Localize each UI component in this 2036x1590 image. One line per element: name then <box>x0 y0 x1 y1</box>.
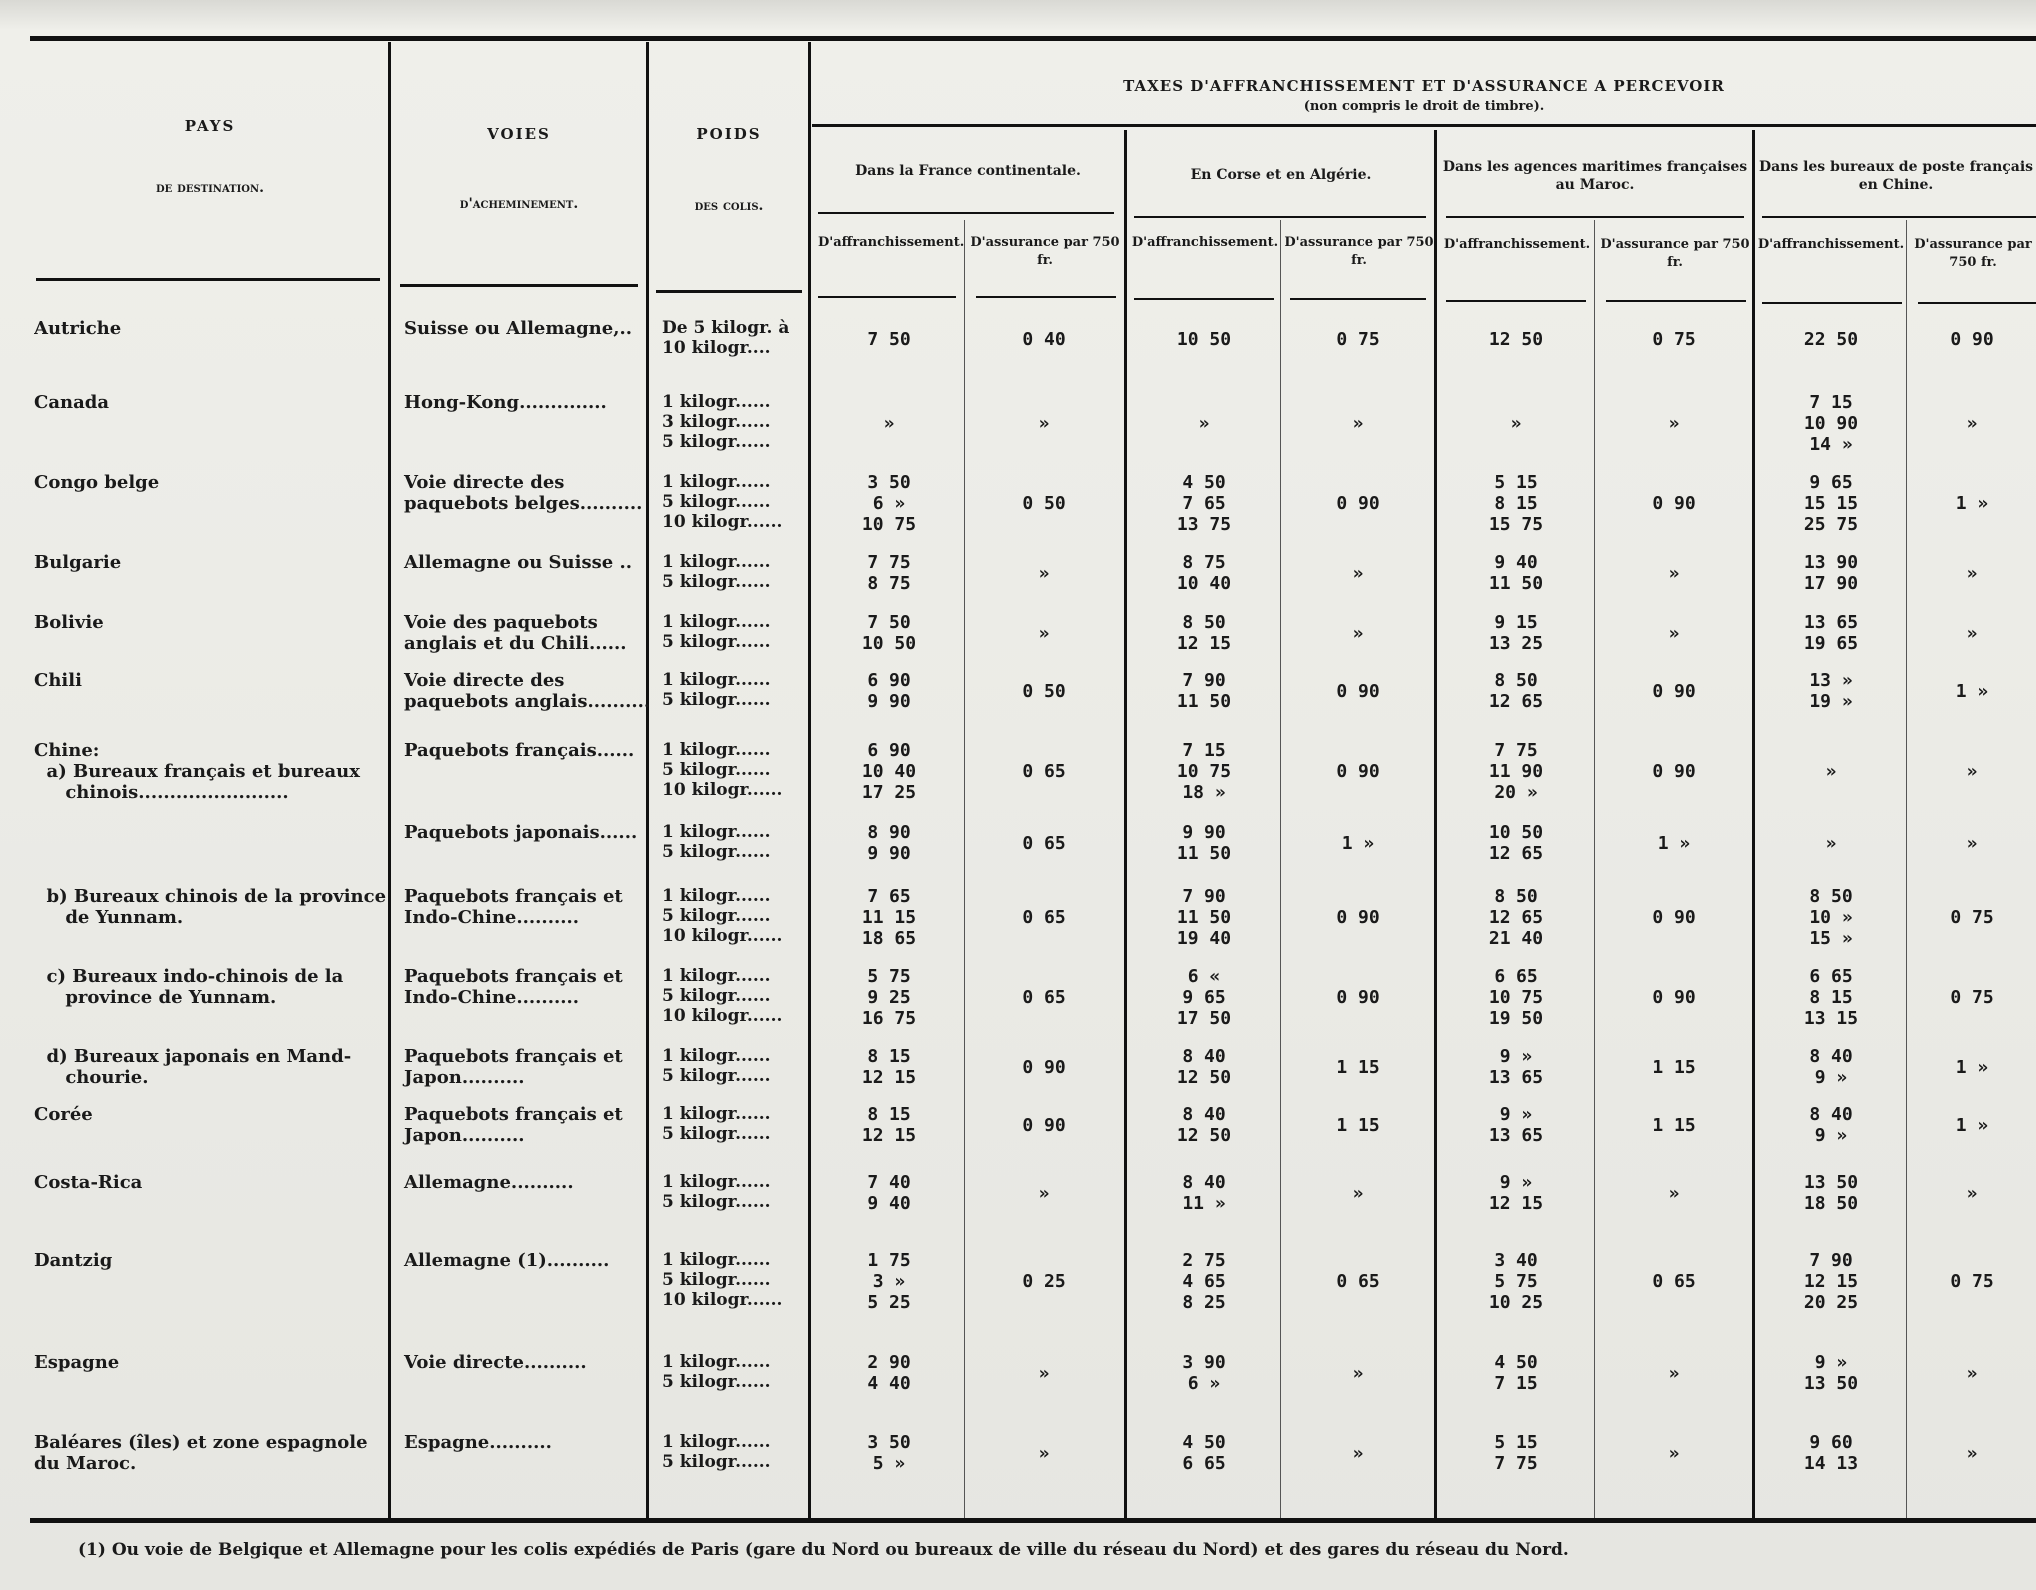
cell-ch-ass: 0 75 <box>1950 1271 1994 1292</box>
cell-f-ass: » <box>1038 563 1050 584</box>
taxes-title: TAXES D'AFFRANCHISSEMENT ET D'ASSURANCE A PERCEVOIR <box>1123 77 1725 95</box>
cell-route: Voie directe.......... <box>404 1352 587 1373</box>
sub-aff-maroc: D'affranchissement. <box>1443 237 1591 252</box>
cell-c-aff: 8 40 12 50 <box>1176 1046 1232 1088</box>
cell-m-ass: 0 90 <box>1652 987 1696 1008</box>
cell-country: c) Bureaux indo-chinois de la province de Yunnam. <box>46 966 344 1008</box>
cell-m-aff: 9 » 13 65 <box>1488 1104 1544 1146</box>
cell-weights: 1 kilogr...... 5 kilogr...... <box>662 1172 771 1212</box>
col-rule <box>646 42 649 1518</box>
voies-header <box>392 124 646 214</box>
taxes-subtitle: (non compris le droit de timbre). <box>1303 99 1545 114</box>
cell-c-ass: 0 90 <box>1336 907 1380 928</box>
cell-route: Paquebots japonais...... <box>404 822 638 843</box>
cell-country: Autriche <box>34 318 122 339</box>
cell-c-ass: 1 15 <box>1336 1057 1380 1078</box>
cell-c-aff: 4 50 6 65 <box>1182 1432 1226 1474</box>
cell-route: Voie des paquebots anglais et du Chili...... <box>404 612 627 654</box>
cell-ch-ass: » <box>1966 413 1978 434</box>
pays-subtitle: de destination. <box>156 180 264 196</box>
cell-f-ass: 0 50 <box>1022 493 1066 514</box>
cell-m-aff: 5 15 8 15 15 75 <box>1488 472 1544 535</box>
group-chine: Dans les bureaux de poste français en Chine. <box>1758 159 2034 193</box>
header-underline <box>1134 216 1426 218</box>
cell-m-aff: 8 50 12 65 21 40 <box>1488 886 1544 949</box>
cell-country: Dantzig <box>34 1250 113 1271</box>
cell-m-ass: » <box>1668 1363 1680 1384</box>
cell-f-ass: » <box>1038 1183 1050 1204</box>
cell-f-aff: 6 90 9 90 <box>867 670 911 712</box>
cell-f-aff: 8 15 12 15 <box>861 1104 917 1146</box>
cell-m-ass: 1 15 <box>1652 1115 1696 1136</box>
sub-aff-france: D'affranchissement. <box>818 235 965 250</box>
cell-country: Chili <box>34 670 82 691</box>
cell-m-ass: 0 90 <box>1652 681 1696 702</box>
group-france: Dans la France continentale. <box>855 163 1081 179</box>
cell-f-ass: » <box>1038 413 1050 434</box>
cell-ch-ass: 1 » <box>1955 1057 1989 1078</box>
header-underline <box>1446 300 1586 302</box>
cell-c-aff: 8 40 11 » <box>1182 1172 1226 1214</box>
cell-m-ass: » <box>1668 563 1680 584</box>
cell-weights: 1 kilogr...... 5 kilogr...... 10 kilogr...... <box>662 740 783 800</box>
cell-route: Allemagne.......... <box>404 1172 574 1193</box>
cell-ch-aff: 6 65 8 15 13 15 <box>1803 966 1859 1029</box>
cell-country: Bulgarie <box>34 552 122 573</box>
cell-weights: 1 kilogr...... 5 kilogr...... <box>662 822 771 862</box>
cell-route: Paquebots français et Japon.......... <box>404 1046 630 1088</box>
cell-ch-aff: 7 90 12 15 20 25 <box>1803 1250 1859 1313</box>
cell-f-ass: 0 25 <box>1022 1271 1066 1292</box>
cell-country: d) Bureaux japonais en Mand- chourie. <box>46 1046 352 1088</box>
header-underline <box>400 284 638 287</box>
cell-f-ass: 0 90 <box>1022 1057 1066 1078</box>
cell-m-aff: 10 50 12 65 <box>1488 822 1544 864</box>
cell-country: Costa-Rica <box>34 1172 143 1193</box>
cell-f-ass: 0 90 <box>1022 1115 1066 1136</box>
cell-c-aff: 3 90 6 » <box>1182 1352 1226 1394</box>
group-maroc: Dans les agences maritimes françaises au Maroc. <box>1442 159 1748 193</box>
cell-m-ass: » <box>1668 413 1680 434</box>
cell-ch-aff: 13 90 17 90 <box>1803 552 1859 594</box>
cell-ch-ass: 1 » <box>1955 493 1989 514</box>
cell-f-ass: » <box>1038 1363 1050 1384</box>
cell-c-aff: 9 90 11 50 <box>1176 822 1232 864</box>
cell-f-ass: » <box>1038 1443 1050 1464</box>
taxes-underline <box>812 124 2036 127</box>
cell-country: Bolivie <box>34 612 104 633</box>
cell-c-aff: 2 75 4 65 8 25 <box>1182 1250 1226 1313</box>
cell-f-ass: 0 50 <box>1022 681 1066 702</box>
cell-c-aff: 8 75 10 40 <box>1176 552 1232 594</box>
cell-route: Paquebots français et Indo-Chine.......... <box>404 886 630 928</box>
cell-route: Hong-Kong.............. <box>404 392 607 413</box>
cell-m-aff: 4 50 7 15 <box>1494 1352 1538 1394</box>
header-underline <box>1290 298 1426 300</box>
cell-c-aff: 7 90 11 50 <box>1176 670 1232 712</box>
sub-ass-corse: D'assurance par 750 fr. <box>1284 235 1434 268</box>
cell-c-ass: » <box>1352 1363 1364 1384</box>
cell-c-ass: 0 90 <box>1336 493 1380 514</box>
cell-ch-aff: 8 50 10 » 15 » <box>1809 886 1853 949</box>
pays-header <box>40 116 380 198</box>
cell-weights: 1 kilogr...... 5 kilogr...... <box>662 552 771 592</box>
cell-weights: 1 kilogr...... 5 kilogr...... 10 kilogr...... <box>662 1250 783 1310</box>
cell-c-aff: 8 40 12 50 <box>1176 1104 1232 1146</box>
cell-route: Voie directe des paquebots belges.......... <box>404 472 643 514</box>
cell-m-ass: » <box>1668 1443 1680 1464</box>
cell-m-aff: 7 75 11 90 20 » <box>1488 740 1544 803</box>
cell-c-ass: 0 90 <box>1336 761 1380 782</box>
col-rule <box>1124 130 1127 1518</box>
header-underline <box>818 212 1114 214</box>
cell-c-aff: 10 50 <box>1176 329 1232 350</box>
cell-c-ass: 1 15 <box>1336 1115 1380 1136</box>
cell-ch-aff: 8 40 9 » <box>1809 1104 1853 1146</box>
cell-f-aff: 3 50 5 » <box>867 1432 911 1474</box>
cell-f-aff: 3 50 6 » 10 75 <box>861 472 917 535</box>
cell-weights: 1 kilogr...... 5 kilogr...... 10 kilogr...... <box>662 966 783 1026</box>
cell-m-ass: 1 15 <box>1652 1057 1696 1078</box>
cell-country: b) Bureaux chinois de la province de Yunnam. <box>46 886 387 928</box>
cell-f-ass: 0 65 <box>1022 833 1066 854</box>
voies-subtitle: d'acheminement. <box>459 196 579 212</box>
sub-ass-france: D'assurance par 750 fr. <box>970 235 1120 268</box>
cell-f-aff: 8 90 9 90 <box>867 822 911 864</box>
cell-f-ass: 0 40 <box>1022 329 1066 350</box>
poids-header <box>650 124 808 216</box>
cell-country: Corée <box>34 1104 93 1125</box>
cell-f-aff: 7 40 9 40 <box>867 1172 911 1214</box>
cell-c-ass: » <box>1352 623 1364 644</box>
cell-ch-aff: 13 » 19 » <box>1809 670 1853 712</box>
group-corse: En Corse et en Algérie. <box>1190 167 1372 183</box>
cell-ch-aff: 8 40 9 » <box>1809 1046 1853 1088</box>
poids-title: POIDS <box>696 125 762 143</box>
cell-country: Chine: a) Bureaux français et bureaux chinois........................ <box>34 740 360 803</box>
header-underline <box>818 296 956 298</box>
cell-weights: 1 kilogr...... 5 kilogr...... <box>662 670 771 710</box>
cell-route: Espagne.......... <box>404 1432 552 1453</box>
cell-c-ass: » <box>1352 1183 1364 1204</box>
cell-m-ass: 0 90 <box>1652 761 1696 782</box>
poids-subtitle: des colis. <box>694 198 764 214</box>
footnote: (1) Ou voie de Belgique et Allemagne pour les colis expédiés de Paris (gare du Nord ou bureaux de ville du réseau du Nord) et des gares du réseau du Nord. <box>78 1540 1569 1560</box>
cell-c-aff: 7 90 11 50 19 40 <box>1176 886 1232 949</box>
cell-ch-ass: 0 75 <box>1950 987 1994 1008</box>
cell-f-ass: » <box>1038 623 1050 644</box>
header-underline <box>1606 300 1746 302</box>
voies-title: VOIES <box>487 125 551 143</box>
cell-f-aff: 5 75 9 25 16 75 <box>861 966 917 1029</box>
col-rule-thin <box>1594 220 1595 1518</box>
cell-f-aff: 7 65 11 15 18 65 <box>861 886 917 949</box>
cell-c-ass: » <box>1352 413 1364 434</box>
cell-ch-ass: 1 » <box>1955 1115 1989 1136</box>
cell-f-aff: » <box>883 413 895 434</box>
cell-m-aff: 3 40 5 75 10 25 <box>1488 1250 1544 1313</box>
cell-country: Congo belge <box>34 472 160 493</box>
cell-c-ass: 0 90 <box>1336 987 1380 1008</box>
cell-c-aff: 4 50 7 65 13 75 <box>1176 472 1232 535</box>
cell-weights: De 5 kilogr. à 10 kilogr.... <box>662 318 790 358</box>
sub-aff-chine: D'affranchissement. <box>1757 237 1905 252</box>
cell-f-aff: 6 90 10 40 17 25 <box>861 740 917 803</box>
col-rule-thin <box>964 220 965 1518</box>
header-underline <box>976 296 1116 298</box>
header-underline <box>36 278 380 281</box>
cell-route: Allemagne ou Suisse .. <box>404 552 632 573</box>
cell-m-aff: 9 15 13 25 <box>1488 612 1544 654</box>
cell-ch-aff: 9 60 14 13 <box>1803 1432 1859 1474</box>
cell-c-ass: » <box>1352 1443 1364 1464</box>
cell-f-aff: 7 50 <box>867 329 911 350</box>
cell-m-ass: 0 65 <box>1652 1271 1696 1292</box>
cell-route: Paquebots français et Japon.......... <box>404 1104 630 1146</box>
cell-country: Espagne <box>34 1352 120 1373</box>
cell-f-ass: 0 65 <box>1022 987 1066 1008</box>
col-rule <box>1434 130 1437 1518</box>
cell-weights: 1 kilogr...... 5 kilogr...... 10 kilogr...... <box>662 886 783 946</box>
cell-ch-aff: 13 50 18 50 <box>1803 1172 1859 1214</box>
cell-ch-ass: » <box>1966 761 1978 782</box>
cell-m-ass: » <box>1668 623 1680 644</box>
cell-weights: 1 kilogr...... 5 kilogr...... <box>662 612 771 652</box>
col-rule <box>1752 130 1755 1518</box>
cell-ch-ass: » <box>1966 1443 1978 1464</box>
cell-ch-ass: » <box>1966 1363 1978 1384</box>
cell-c-aff: 8 50 12 15 <box>1176 612 1232 654</box>
cell-f-aff: 1 75 3 » 5 25 <box>867 1250 911 1313</box>
cell-ch-aff: 9 65 15 15 25 75 <box>1803 472 1859 535</box>
cell-weights: 1 kilogr...... 5 kilogr...... <box>662 1352 771 1392</box>
cell-ch-ass: » <box>1966 1183 1978 1204</box>
cell-m-aff: 9 40 11 50 <box>1488 552 1544 594</box>
col-rule <box>388 42 391 1518</box>
cell-weights: 1 kilogr...... 5 kilogr...... <box>662 1104 771 1144</box>
cell-ch-ass: 1 » <box>1955 681 1989 702</box>
top-rule <box>30 36 2036 41</box>
cell-m-ass: 0 75 <box>1652 329 1696 350</box>
bottom-rule <box>30 1518 2036 1523</box>
cell-c-aff: » <box>1198 413 1210 434</box>
cell-c-ass: 0 90 <box>1336 681 1380 702</box>
cell-c-aff: 6 « 9 65 17 50 <box>1176 966 1232 1029</box>
cell-c-aff: 7 15 10 75 18 » <box>1176 740 1232 803</box>
cell-route: Suisse ou Allemagne,.. <box>404 318 632 339</box>
cell-f-ass: 0 65 <box>1022 907 1066 928</box>
header-underline <box>1762 216 2036 218</box>
cell-route: Paquebots français...... <box>404 740 635 761</box>
cell-ch-ass: » <box>1966 833 1978 854</box>
cell-ch-aff: » <box>1825 761 1837 782</box>
cell-route: Voie directe des paquebots anglais.......... <box>404 670 651 712</box>
cell-m-aff: 6 65 10 75 19 50 <box>1488 966 1544 1029</box>
cell-m-aff: 9 » 13 65 <box>1488 1046 1544 1088</box>
cell-m-aff: 9 » 12 15 <box>1488 1172 1544 1214</box>
cell-route: Allemagne (1).......... <box>404 1250 610 1271</box>
cell-ch-aff: » <box>1825 833 1837 854</box>
cell-m-ass: 0 90 <box>1652 907 1696 928</box>
cell-f-aff: 2 90 4 40 <box>867 1352 911 1394</box>
cell-c-ass: » <box>1352 563 1364 584</box>
cell-ch-aff: 13 65 19 65 <box>1803 612 1859 654</box>
cell-m-aff: » <box>1510 413 1522 434</box>
col-rule-thin <box>1280 220 1281 1518</box>
cell-m-ass: 1 » <box>1657 833 1691 854</box>
cell-ch-ass: 0 90 <box>1950 329 1994 350</box>
cell-f-aff: 7 75 8 75 <box>867 552 911 594</box>
cell-m-aff: 8 50 12 65 <box>1488 670 1544 712</box>
sub-aff-corse: D'affranchissement. <box>1131 235 1279 250</box>
cell-ch-ass: » <box>1966 563 1978 584</box>
header-underline <box>1446 216 1744 218</box>
cell-f-aff: 8 15 12 15 <box>861 1046 917 1088</box>
cell-m-ass: 0 90 <box>1652 493 1696 514</box>
cell-weights: 1 kilogr...... 3 kilogr...... 5 kilogr...... <box>662 392 771 452</box>
cell-ch-aff: 7 15 10 90 14 » <box>1803 392 1859 455</box>
cell-weights: 1 kilogr...... 5 kilogr...... <box>662 1046 771 1086</box>
cell-route: Paquebots français et Indo-Chine.......... <box>404 966 630 1008</box>
cell-ch-aff: 9 » 13 50 <box>1803 1352 1859 1394</box>
cell-f-aff: 7 50 10 50 <box>861 612 917 654</box>
cell-weights: 1 kilogr...... 5 kilogr...... <box>662 1432 771 1472</box>
sub-ass-chine: D'assurance par 750 fr. <box>1914 237 2032 270</box>
cell-country: Baléares (îles) et zone espagnole du Maroc. <box>34 1432 368 1474</box>
cell-ch-ass: » <box>1966 623 1978 644</box>
cell-ch-aff: 22 50 <box>1803 329 1859 350</box>
header-underline <box>1918 302 2036 304</box>
cell-country: Canada <box>34 392 109 413</box>
header-underline <box>656 290 802 293</box>
header-underline <box>1762 302 1902 304</box>
cell-m-aff: 12 50 <box>1488 329 1544 350</box>
sub-ass-maroc: D'assurance par 750 fr. <box>1600 237 1750 270</box>
pays-title: PAYS <box>184 117 236 135</box>
col-rule-thin <box>1906 220 1907 1518</box>
cell-c-ass: 0 75 <box>1336 329 1380 350</box>
cell-m-aff: 5 15 7 75 <box>1494 1432 1538 1474</box>
cell-m-ass: » <box>1668 1183 1680 1204</box>
cell-c-ass: 0 65 <box>1336 1271 1380 1292</box>
cell-weights: 1 kilogr...... 5 kilogr...... 10 kilogr...... <box>662 472 783 532</box>
cell-c-ass: 1 » <box>1341 833 1375 854</box>
cell-ch-ass: 0 75 <box>1950 907 1994 928</box>
cell-f-ass: 0 65 <box>1022 761 1066 782</box>
header-underline <box>1134 298 1274 300</box>
